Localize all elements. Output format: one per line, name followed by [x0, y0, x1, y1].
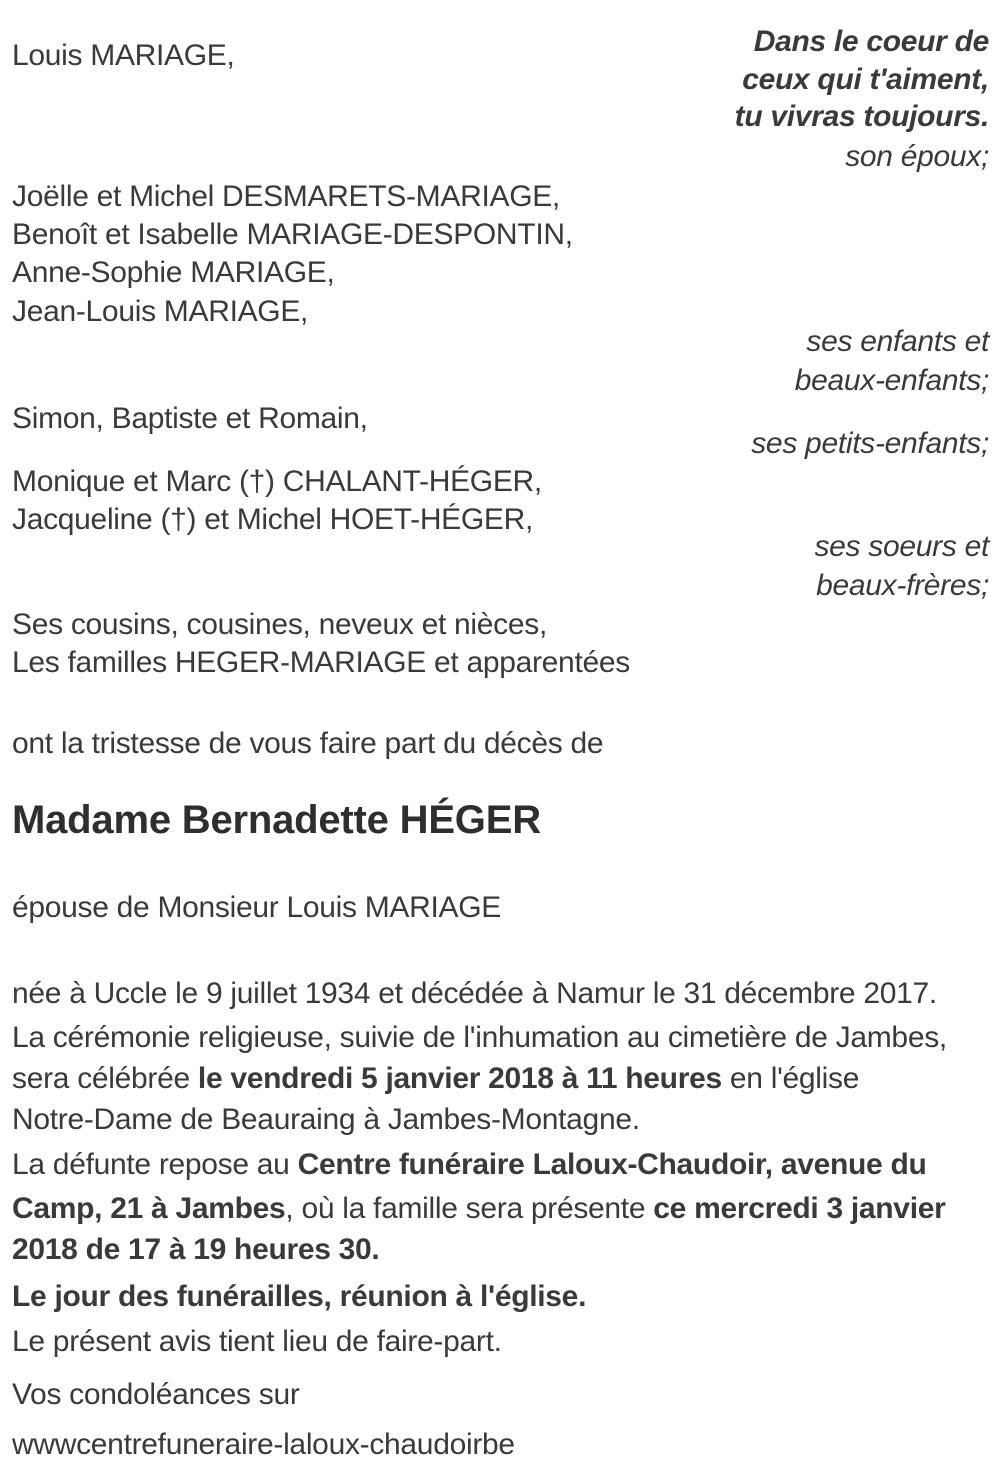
deceased-relation: épouse de Monsieur Louis MARIAGE	[12, 891, 501, 924]
repose-line-2-regular: , où la famille sera présente	[285, 1192, 654, 1225]
sibling-line-2: Jacqueline (†) et Michel HOET-HÉGER,	[12, 503, 534, 536]
spouse-name: Louis MARIAGE,	[12, 39, 235, 72]
relatives-line-1: Ses cousins, cousines, neveux et nièces,	[12, 608, 547, 641]
children-role-line-2: beaux-enfants;	[794, 364, 989, 397]
repose-line-1-bold: Centre funéraire Laloux-Chaudoir, avenue du	[297, 1148, 927, 1181]
birth-death-line: née à Uccle le 9 juillet 1934 et décédée à Namur le 31 décembre 2017.	[12, 977, 937, 1010]
repose-line-2-bold-2: ce mercredi 3 janvier	[653, 1192, 946, 1225]
condolences-text: Vos condoléances sur	[12, 1378, 300, 1411]
memorial-quote-line-2: ceux qui t'aiment,	[742, 63, 989, 96]
repose-line-1-regular: La défunte repose au	[12, 1148, 298, 1181]
website-text: wwwcentrefuneraire-laloux-chaudoirbe	[12, 1428, 515, 1461]
ceremony-line-3: Notre-Dame de Beauraing à Jambes-Montagne.	[12, 1103, 640, 1136]
legal-notice: Le présent avis tient lieu de faire-part.	[12, 1325, 502, 1358]
grandchildren-line: Simon, Baptiste et Romain,	[12, 402, 368, 435]
children-role-line-1: ses enfants et	[806, 325, 989, 358]
announcement-intro: ont la tristesse de vous faire part du décès de	[12, 727, 604, 760]
siblings-role-line-2: beaux-frères;	[816, 569, 989, 602]
deceased-name: Madame Bernadette HÉGER	[12, 798, 541, 842]
quote-attribution: son époux;	[845, 140, 989, 173]
child-line-4: Jean-Louis MARIAGE,	[12, 295, 309, 328]
ceremony-line-2-regular-2: en l'église	[721, 1062, 860, 1095]
child-line-3: Anne-Sophie MARIAGE,	[12, 256, 335, 289]
ceremony-line-1: La cérémonie religieuse, suivie de l'inhumation au cimetière de Jambes,	[12, 1021, 947, 1054]
child-line-2: Benoît et Isabelle MARIAGE-DESPONTIN,	[12, 218, 573, 251]
memorial-quote-line-3: tu vivras toujours.	[734, 100, 989, 133]
repose-line-3: 2018 de 17 à 19 heures 30.	[12, 1233, 380, 1266]
ceremony-line-2-bold: le vendredi 5 janvier 2018 à 11 heures	[197, 1062, 722, 1095]
sibling-line-1: Monique et Marc (†) CHALANT-HÉGER,	[12, 465, 542, 498]
funeral-day-note: Le jour des funérailles, réunion à l'église.	[12, 1280, 587, 1313]
relatives-line-2: Les familles HEGER-MARIAGE et apparentées	[12, 646, 630, 679]
child-line-1: Joëlle et Michel DESMARETS-MARIAGE,	[12, 180, 560, 213]
siblings-role-line-1: ses soeurs et	[814, 530, 989, 563]
repose-line-2-bold-1: Camp, 21 à Jambes	[12, 1192, 286, 1225]
ceremony-line-2-regular: sera célébrée	[12, 1062, 198, 1095]
repose-line-1	[12, 1147, 927, 1183]
grandchildren-role: ses petits-enfants;	[751, 427, 989, 460]
ceremony-line-2	[12, 1061, 859, 1097]
repose-line-2	[12, 1191, 946, 1227]
memorial-quote-line-1: Dans le coeur de	[753, 25, 989, 58]
